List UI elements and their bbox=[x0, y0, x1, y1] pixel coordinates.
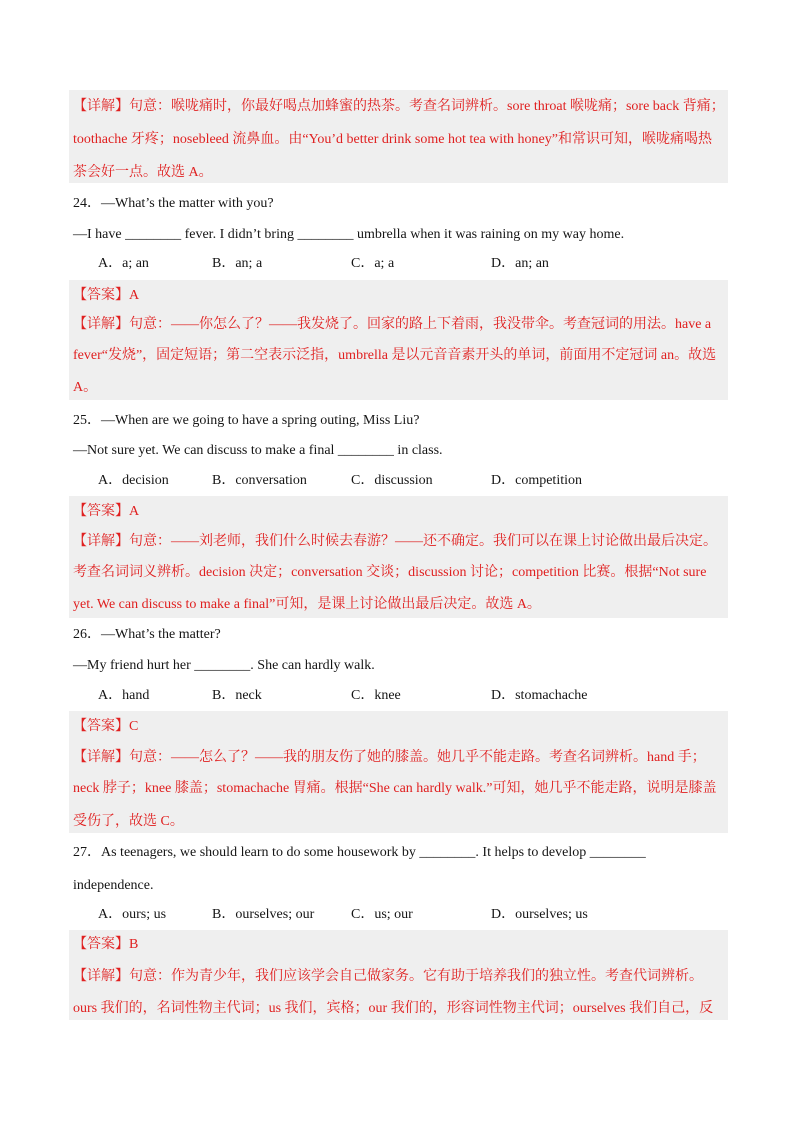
q26-stem: 26．—What’s the matter? bbox=[73, 627, 221, 642]
q27-explain-line-1: 【详解】句意：作为青少年，我们应该学会自己做家务。它有助于培养我们的独立性。考查代词辨析。 bbox=[73, 969, 703, 984]
q26-explain-line-1: 【详解】句意：——怎么了？——我的朋友伤了她的膝盖。她几乎不能走路。考查名词辨析。hand 手； bbox=[73, 750, 706, 765]
q24-explain-line-1: 【详解】句意：——你怎么了？——我发烧了。回家的路上下着雨，我没带伞。考查冠词的用法。have a bbox=[73, 317, 712, 332]
q27-option-c: C．us; our bbox=[351, 907, 413, 922]
q23-explain-line-2: toothache 牙疼；nosebleed 流鼻血。由“You’d better drink some hot tea with honey”和常识可知，喉咙痛喝热 bbox=[73, 132, 712, 147]
q23-explain-line-3: 茶会好一点。故选 A。 bbox=[73, 165, 213, 180]
q25-option-a: A．decision bbox=[98, 473, 169, 488]
q27-option-a: A．ours; us bbox=[98, 907, 167, 922]
q23-explain-line-1: 【详解】句意：喉咙痛时，你最好喝点加蜂蜜的热茶。考查名词辨析。sore throat 喉咙痛；sore back 背痛； bbox=[73, 99, 725, 114]
q24-option-a: A．a; an bbox=[98, 256, 149, 271]
q27-line-2: independence. bbox=[73, 878, 154, 893]
q24-option-c: C．a; a bbox=[351, 256, 395, 271]
q26-explain-line-2: neck 脖子；knee 膝盖；stomachache 胃痛。根据“She can hardly walk.”可知，她几乎不能走路，说明是膝盖 bbox=[73, 781, 717, 796]
q24-answer: 【答案】A bbox=[73, 288, 140, 303]
q24-line-2: —I have ________ fever. I didn’t bring ________ umbrella when it was raining on my way home. bbox=[73, 227, 625, 242]
q26-answer: 【答案】C bbox=[73, 719, 139, 734]
q25-line-2: —Not sure yet. We can discuss to make a final ________ in class. bbox=[73, 443, 443, 458]
q26-option-d: D．stomachache bbox=[491, 688, 588, 703]
q26-option-b: B．neck bbox=[212, 688, 262, 703]
q25-explain-line-1: 【详解】句意：——刘老师，我们什么时候去春游？——还不确定。我们可以在课上讨论做出最后决定。 bbox=[73, 534, 717, 549]
q24-explain-line-2: fever“发烧”，固定短语；第二空表示泛指，umbrella 是以元音音素开头的单词，前面用不定冠词 an。故选 bbox=[73, 348, 717, 363]
q24-explain-line-3: A。 bbox=[73, 380, 98, 395]
q25-option-c: C．discussion bbox=[351, 473, 433, 488]
q24-stem: 24．—What’s the matter with you? bbox=[73, 196, 274, 211]
q26-explain-line-3: 受伤了，故选 C。 bbox=[73, 814, 184, 829]
q25-stem: 25．—When are we going to have a spring outing, Miss Liu? bbox=[73, 413, 420, 428]
q25-explain-line-3: yet. We can discuss to make a final”可知，是课上讨论做出最后决定。故选 A。 bbox=[73, 597, 541, 612]
q26-line-2: —My friend hurt her ________. She can hardly walk. bbox=[73, 658, 375, 673]
q27-option-b: B．ourselves; our bbox=[212, 907, 315, 922]
q26-option-c: C．knee bbox=[351, 688, 401, 703]
q25-option-b: B．conversation bbox=[212, 473, 307, 488]
q24-option-b: B．an; a bbox=[212, 256, 263, 271]
q25-answer: 【答案】A bbox=[73, 504, 140, 519]
q27-option-d: D．ourselves; us bbox=[491, 907, 588, 922]
q25-explain-line-2: 考查名词词义辨析。decision 决定；conversation 交谈；discussion 讨论；competition 比赛。根据“Not sure bbox=[73, 565, 707, 580]
q26-option-a: A．hand bbox=[98, 688, 150, 703]
q24-option-d: D．an; an bbox=[491, 256, 549, 271]
q27-answer: 【答案】B bbox=[73, 937, 139, 952]
q27-stem: 27．As teenagers, we should learn to do some housework by ________. It helps to develop ________ bbox=[73, 845, 646, 860]
q25-option-d: D．competition bbox=[491, 473, 582, 488]
q27-explain-line-2: ours 我们的，名词性物主代词；us 我们，宾格；our 我们的，形容词性物主代词；ourselves 我们自己，反 bbox=[73, 1001, 714, 1016]
